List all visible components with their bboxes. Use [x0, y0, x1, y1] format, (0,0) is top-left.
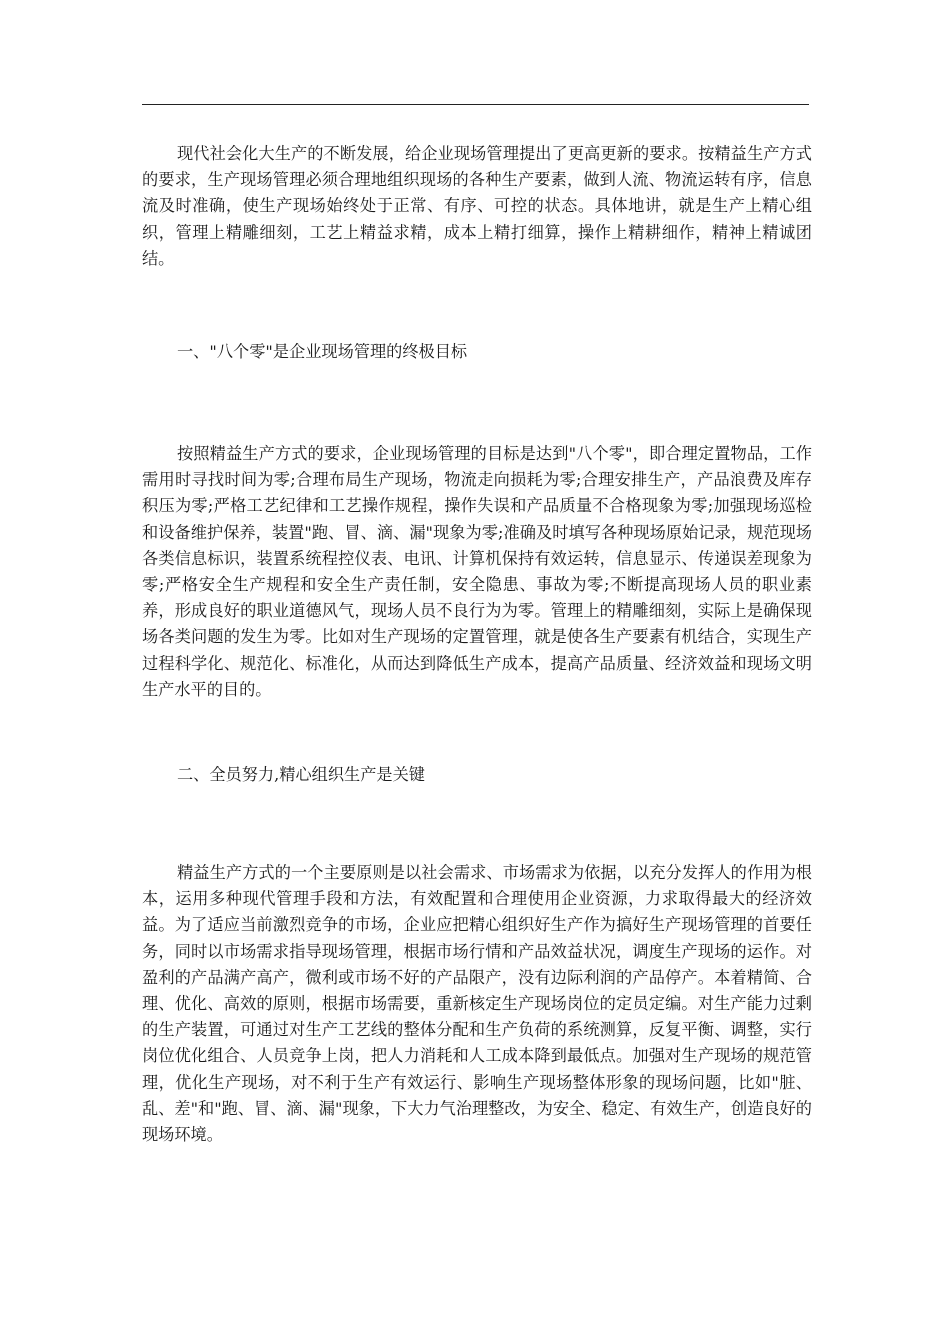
intro-paragraph: 现代社会化大生产的不断发展，给企业现场管理提出了更高更新的要求。按精益生产方式的要求，生产现场管理必须合理地组织现场的各种生产要素，做到人流、物流运转有序，信息流及时准确，使生产现场始终处于正常、有序、可控的状态。具体地讲，就是生产上精心组织，管理上精雕细刻，工艺上精益求精，成本上精打细算，操作上精耕细作，精神上精诚团结。: [142, 144, 812, 268]
section-1-paragraph: 按照精益生产方式的要求，企业现场管理的目标是达到"八个零"，即合理定置物品，工作需用时寻找时间为零;合理布局生产现场，物流走向损耗为零;合理安排生产，产品浪费及库存积压为零;严格工艺纪律和工艺操作规程，操作失误和产品质量不合格现象为零;加强现场巡检和设备维护保养，装置"跑、冒、滴、漏"现象为零;准确及时填写各种现场原始记录，规范现场各类信息标识，装置系统程控仪表、电讯、计算机保持有效运转，信息显示、传递误差现象为零;严格安全生产规程和安全生产责任制，安全隐患、事故为零;不断提高现场人员的职业素养，形成良好的职业道德风气，现场人员不良行为为零。管理上的精雕细刻，实际上是确保现场各类问题的发生为零。比如对生产现场的定置管理，就是使各生产要素有机结合，实现生产过程科学化、规范化、标准化，从而达到降低生产成本，提高产品质量、经济效益和现场文明生产水平的目的。: [142, 444, 812, 699]
section-2-paragraph: 精益生产方式的一个主要原则是以社会需求、市场需求为依据，以充分发挥人的作用为根本，运用多种现代管理手段和方法，有效配置和合理使用企业资源，力求取得最大的经济效益。为了适应当前激烈竞争的市场，企业应把精心组织好生产作为搞好生产现场管理的首要任务，同时以市场需求指导现场管理，根据市场行情和产品效益状况，调度生产现场的运作。对盈利的产品满产高产，微利或市场不好的产品限产，没有边际利润的产品停产。本着精简、合理、优化、高效的原则，根据市场需要，重新核定生产现场岗位的定员定编。对生产能力过剩的生产装置，可通过对生产工艺线的整体分配和生产负荷的系统测算，反复平衡、调整，实行岗位优化组合、人员竞争上岗，把人力消耗和人工成本降到最低点。加强对生产现场的规范管理，优化生产现场，对不利于生产有效运行、影响生产现场整体形象的现场问题，比如"脏、乱、差"和"跑、冒、滴、漏"现象，下大力气治理整改，为安全、稳定、有效生产，创造良好的现场环境。: [142, 863, 812, 1145]
section-1-heading: 一、"八个零"是企业现场管理的终极目标: [177, 342, 468, 361]
header-rule: [142, 104, 809, 105]
section-2-heading: 二、全员努力,精心组织生产是关键: [177, 765, 425, 784]
